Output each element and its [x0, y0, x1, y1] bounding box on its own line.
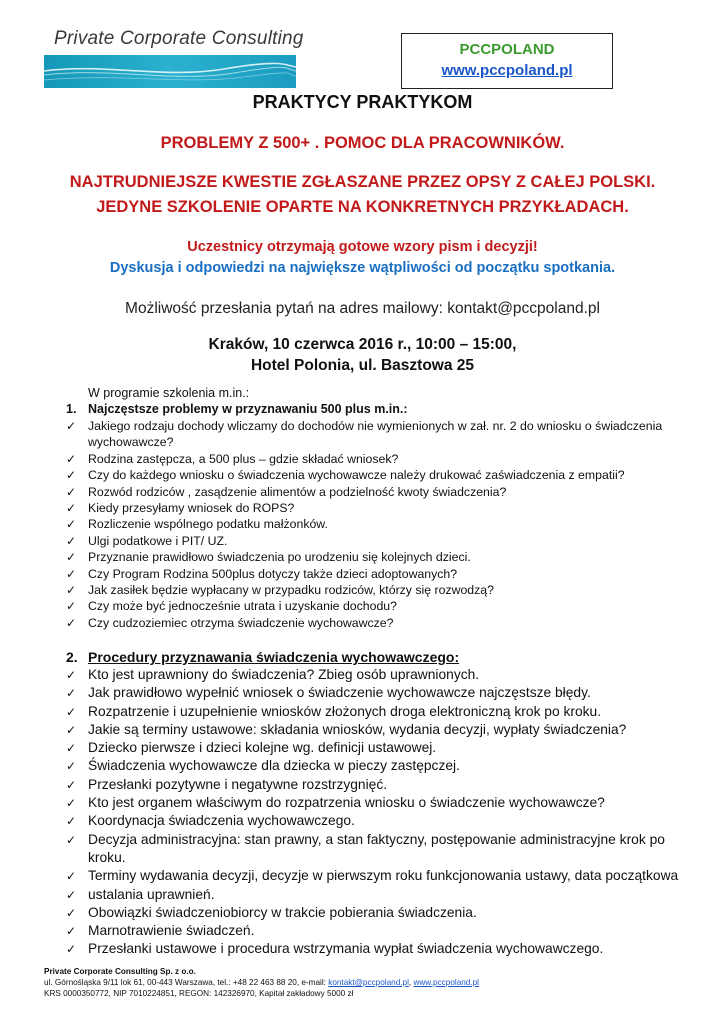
check-icon: ✓: [66, 924, 77, 939]
section-1-list: [66, 418, 706, 631]
check-icon: ✓: [66, 796, 77, 811]
logo-text: Private Corporate Consulting: [54, 28, 304, 49]
list-item: ✓ Dziecko pierwsze i dzieci kolejne wg. definicji ustawowej.: [66, 739, 706, 757]
mail-line: Możliwość przesłania pytań na adres mailowy: kontakt@pccpoland.pl: [125, 300, 600, 317]
check-icon: ✓: [66, 583, 77, 598]
footer-registry: KRS 0000350772, NIP 7010224851, REGON: 142326970, Kapitał zakładowy 5000 zł: [44, 989, 354, 998]
check-icon: ✓: [66, 905, 77, 920]
check-icon: ✓: [66, 468, 77, 483]
list-item: ✓ Rozpatrzenie i uzupełnienie wniosków złożonych droga elektroniczną krok po kroku.: [66, 703, 706, 721]
list-item: ✓ Przesłanki ustawowe i procedura wstrzymania wypłat świadczenia wychowawczego.: [66, 940, 706, 958]
page-footer: [44, 966, 479, 999]
list-item: ✓ Obowiązki świadczeniobiorcy w trakcie pobierania świadczenia.: [66, 904, 706, 922]
list-item: ✓ Jak zasiłek będzie wypłacany w przypadku rodziców, którzy się rozwodzą?: [66, 583, 494, 598]
list-item: ✓ Terminy wydawania decyzji, decyzje w pierwszym roku funkcjonowania ustawy, data początkowa: [66, 867, 706, 885]
headline-1: PROBLEMY Z 500+ . POMOC DLA PRACOWNIKÓW.: [160, 134, 565, 152]
check-icon: ✓: [66, 777, 77, 792]
check-icon: ✓: [66, 599, 77, 614]
list-item: ✓ Rodzina zastępcza, a 500 plus – gdzie składać wniosek?: [66, 451, 399, 466]
page-title: PRAKTYCY PRAKTYKOM: [252, 92, 473, 112]
check-icon: ✓: [66, 741, 77, 756]
check-icon: ✓: [66, 501, 77, 516]
list-item: ✓ Kto jest uprawniony do świadczenia? Zbieg osób uprawnionych.: [66, 666, 706, 684]
section-1-heading: [66, 402, 408, 416]
check-icon: ✓: [66, 484, 77, 499]
list-item: ✓ Marnotrawienie świadczeń.: [66, 922, 706, 940]
list-item: ✓ Koordynacja świadczenia wychowawczego.: [66, 812, 706, 830]
list-item: ✓ Decyzja administracyjna: stan prawny, a stan faktyczny, postępowanie administracyjne krok po kroku.: [66, 831, 665, 865]
list-item: ✓ Przesłanki pozytywne i negatywne rozstrzygnięć.: [66, 776, 706, 794]
check-icon: ✓: [66, 550, 77, 565]
check-icon: ✓: [66, 419, 77, 433]
brand-box: [401, 33, 613, 89]
check-icon: ✓: [66, 942, 77, 957]
program-intro: W programie szkolenia m.in.:: [88, 386, 250, 400]
list-item: ✓ Jakiego rodzaju dochody wliczamy do dochodów nie wymienionych w zał. nr. 2 do wniosku o świadczenia wychowawcze?: [66, 419, 663, 450]
check-icon: ✓: [66, 615, 77, 630]
logo-wave-band: [44, 55, 296, 88]
brand-url-link[interactable]: www.pccpoland.pl: [441, 62, 573, 79]
check-icon: ✓: [66, 704, 77, 719]
list-item: ✓ Czy cudzoziemiec otrzyma świadczenie wychowawcze?: [66, 615, 394, 630]
list-item: ✓ Jakie są terminy ustawowe: składania wniosków, wydania decyzji, wypłaty świadczenia?: [66, 721, 706, 739]
footer-website-link[interactable]: www.pccpoland.pl: [413, 978, 480, 987]
footer-separator: ,: [408, 978, 414, 987]
check-icon: ✓: [66, 686, 77, 701]
list-item: ✓ Czy do każdego wniosku o świadczenia wychowawcze należy drukować zaświadczenia z empatii?: [66, 468, 625, 483]
footer-address-line: [44, 977, 479, 988]
list-item: ✓ Czy może być jednocześnie utrata i uzyskanie dochodu?: [66, 599, 397, 614]
list-item: ✓ ustalania uprawnień.: [66, 886, 706, 904]
section-1-number: 1.: [66, 402, 77, 416]
check-icon: ✓: [66, 517, 77, 532]
section-2-title: Procedury przyznawania świadczenia wychowawczego:: [88, 649, 460, 665]
list-item: ✓ Kto jest organem właściwym do rozpatrzenia wniosku o świadczenie wychowawcze?: [66, 794, 706, 812]
wave-graphic: [44, 55, 296, 88]
list-item: ✓ Kiedy przesyłamy wniosek do ROPS?: [66, 501, 295, 516]
info-discussion: Dyskusja i odpowiedzi na największe wątpliwości od początku spotkania.: [109, 260, 616, 276]
footer-company: Private Corporate Consulting Sp. z o.o.: [44, 967, 196, 976]
section-2-list: [66, 666, 706, 959]
headline-3: JEDYNE SZKOLENIE OPARTE NA KONKRETNYCH PRZYKŁADACH.: [96, 198, 629, 216]
list-item: ✓ Ulgi podatkowe i PIT/ UZ.: [66, 533, 228, 548]
footer-email-link[interactable]: kontakt@pccpoland.pl: [328, 978, 409, 987]
company-logo: [44, 28, 304, 88]
list-item: ✓ Czy Program Rodzina 500plus dotyczy także dzieci adoptowanych?: [66, 566, 458, 581]
section-1-title: Najczęstsze problemy w przyznawaniu 500 plus m.in.:: [88, 402, 408, 416]
check-icon: ✓: [66, 668, 77, 682]
check-icon: ✓: [66, 814, 77, 829]
section-2-heading: [66, 649, 459, 665]
headline-2: NAJTRUDNIEJSZE KWESTIE ZGŁASZANE PRZEZ OPSY Z CAŁEJ POLSKI.: [69, 173, 656, 191]
check-icon: ✓: [66, 533, 77, 548]
info-templates: Uczestnicy otrzymają gotowe wzory pism i decyzji!: [187, 239, 538, 255]
section-2-number: 2.: [66, 649, 78, 665]
check-icon: ✓: [66, 722, 77, 737]
check-icon: ✓: [66, 451, 77, 466]
list-item: ✓ Jak prawidłowo wypełnić wniosek o świadczenie wychowawcze najczęstsze błędy.: [66, 684, 706, 702]
check-icon: ✓: [66, 869, 77, 884]
footer-address: ul. Górnośląska 9/11 lok 61, 00-443 Warszawa, tel.: +48 22 463 88 20, e-mail:: [44, 978, 329, 987]
list-item: ✓ Rozwód rodziców , zasądzenie alimentów a podzielność kwoty świadczenia?: [66, 484, 507, 499]
list-item: ✓ Świadczenia wychowawcze dla dziecka w pieczy zastępczej.: [66, 757, 706, 775]
check-icon: ✓: [66, 832, 77, 847]
event-venue: Hotel Polonia, ul. Basztowa 25: [250, 357, 475, 374]
event-date: Kraków, 10 czerwca 2016 r., 10:00 – 15:00,: [208, 336, 517, 353]
list-item: ✓ Rozliczenie wspólnego podatku małżonków.: [66, 517, 328, 532]
check-icon: ✓: [66, 887, 77, 902]
brand-name: PCCPOLAND: [459, 41, 555, 58]
list-item: ✓ Przyznanie prawidłowo świadczenia po urodzeniu się kolejnych dzieci.: [66, 550, 471, 565]
check-icon: ✓: [66, 759, 77, 774]
check-icon: ✓: [66, 566, 77, 581]
